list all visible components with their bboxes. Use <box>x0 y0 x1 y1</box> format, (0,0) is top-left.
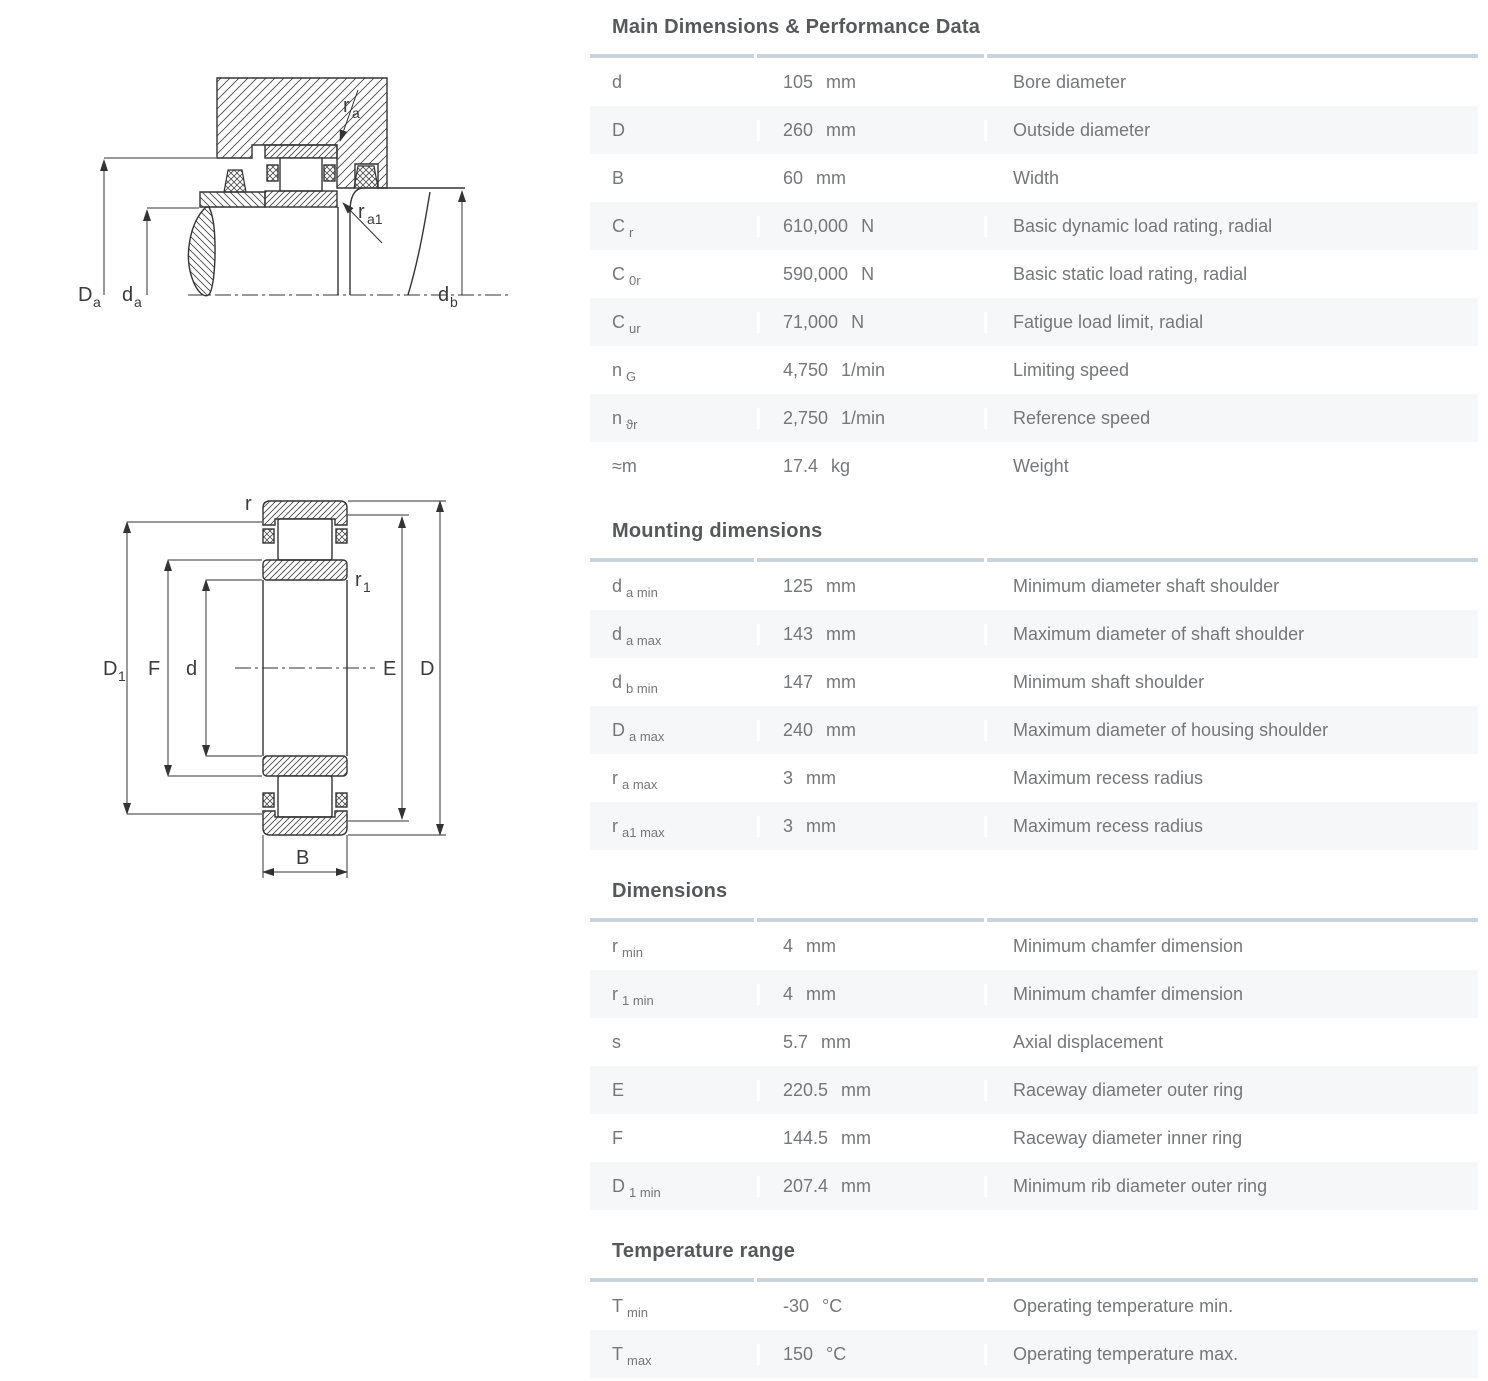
spec-symbol-main: D <box>612 719 625 740</box>
spec-symbol-main: E <box>612 1079 625 1100</box>
spec-description: Bore diameter <box>984 72 1478 93</box>
spec-value <box>757 768 984 789</box>
seal-right <box>354 166 378 188</box>
spec-symbol-main: B <box>612 167 625 188</box>
spec-section <box>590 878 1478 1210</box>
cage-top <box>336 529 347 543</box>
spec-symbol <box>590 815 757 840</box>
mounting-cross-section-drawing <box>60 50 520 315</box>
spec-symbol-subscript: a1 max <box>622 824 665 840</box>
label-F: F <box>148 658 161 680</box>
spec-description: Outside diameter <box>984 120 1478 141</box>
spec-value-number: -30 <box>783 1295 810 1316</box>
spec-value <box>757 576 984 597</box>
spec-value-unit: mm <box>806 935 837 956</box>
spec-symbol-main: C <box>612 311 625 332</box>
spec-value-number: 105 <box>783 71 814 92</box>
spec-value-number: 4 <box>783 935 794 956</box>
spec-row <box>590 922 1478 970</box>
inner-ring-top <box>263 560 347 580</box>
spec-value-number: 207.4 <box>783 1175 829 1196</box>
spec-value-number: 60 <box>783 167 804 188</box>
section-title: Main Dimensions & Performance Data <box>612 16 981 38</box>
spec-value-number: 2,750 <box>783 407 829 428</box>
spec-value-number: 3 <box>783 767 794 788</box>
spec-value-unit: N <box>861 263 875 284</box>
spec-value-unit: N <box>851 311 865 332</box>
spec-row <box>590 250 1478 298</box>
spec-symbol <box>590 456 757 477</box>
spec-symbol-main: D <box>612 1175 625 1196</box>
spec-value-unit: kg <box>831 455 851 476</box>
spec-value-number: 144.5 <box>783 1127 829 1148</box>
spec-symbol-main: d <box>612 623 623 644</box>
spec-row <box>590 802 1478 850</box>
label-db: d <box>438 284 450 306</box>
spec-symbol-subscript: 1 min <box>622 992 654 1008</box>
spec-row <box>590 1162 1478 1210</box>
spec-row <box>590 1018 1478 1066</box>
spec-value-unit: mm <box>821 1031 852 1052</box>
svg-text:1: 1 <box>118 668 126 684</box>
spec-value-unit: mm <box>826 575 857 596</box>
section-title: Temperature range <box>612 1240 796 1262</box>
bearing-cross-section-drawing <box>75 480 495 895</box>
roller-top <box>278 519 332 560</box>
spec-symbol <box>590 168 757 189</box>
spec-tables <box>590 0 1478 1378</box>
spec-description: Minimum rib diameter outer ring <box>984 1176 1478 1197</box>
spec-symbol-main: T <box>612 1343 623 1364</box>
spec-value-unit: mm <box>806 767 837 788</box>
spec-value-number: 610,000 <box>783 215 849 236</box>
label-D: D <box>420 658 435 680</box>
svg-text:a: a <box>93 294 101 310</box>
spec-value <box>757 1296 984 1317</box>
spec-symbol-main: n <box>612 359 623 380</box>
spec-description: Basic static load rating, radial <box>984 264 1478 285</box>
spec-symbol-subscript: a min <box>626 584 658 600</box>
spec-value <box>757 120 984 141</box>
spec-value <box>757 456 984 477</box>
section-title: Mounting dimensions <box>612 520 823 542</box>
spec-description: Width <box>984 168 1478 189</box>
label-r: r <box>245 493 252 515</box>
spec-description: Basic dynamic load rating, radial <box>984 216 1478 237</box>
spec-symbol-subscript: ur <box>629 320 641 336</box>
spec-description: Fatigue load limit, radial <box>984 312 1478 333</box>
spec-row <box>590 346 1478 394</box>
spec-value <box>757 1344 984 1365</box>
spec-description: Minimum chamfer dimension <box>984 936 1478 957</box>
spec-symbol-subscript: a max <box>622 776 658 792</box>
spec-value <box>757 936 984 957</box>
spec-symbol <box>590 935 757 960</box>
spec-symbol-subscript: b min <box>626 680 658 696</box>
spec-symbol-subscript: min <box>627 1304 648 1320</box>
spec-value <box>757 168 984 189</box>
spec-value-number: 4 <box>783 983 794 1004</box>
spec-symbol-main: n <box>612 407 623 428</box>
svg-text:1: 1 <box>363 579 371 595</box>
spec-value <box>757 1032 984 1053</box>
spec-row <box>590 1066 1478 1114</box>
spec-value <box>757 408 984 429</box>
spec-symbol-main: r <box>612 983 618 1004</box>
label-da: d <box>122 284 134 306</box>
label-E: E <box>383 658 397 680</box>
spec-symbol-main: s <box>612 1031 621 1052</box>
spec-symbol <box>590 1080 757 1101</box>
spec-symbol-subscript: 0r <box>629 272 641 288</box>
label-d: d <box>186 658 198 680</box>
spec-description: Maximum diameter of housing shoulder <box>984 720 1478 741</box>
spec-symbol-subscript: a max <box>626 632 662 648</box>
spec-symbol-main: C <box>612 263 625 284</box>
cage-section <box>267 165 278 181</box>
spec-symbol <box>590 1032 757 1053</box>
spec-row <box>590 562 1478 610</box>
outer-ring-section <box>265 145 337 158</box>
spec-value <box>757 720 984 741</box>
spec-row <box>590 154 1478 202</box>
spec-symbol-main: r <box>612 815 618 836</box>
spec-symbol <box>590 311 757 336</box>
spec-symbol-main: d <box>612 575 623 596</box>
spec-symbol <box>590 120 757 141</box>
spec-value-unit: mm <box>841 1079 872 1100</box>
spec-symbol <box>590 767 757 792</box>
bearing-section <box>265 145 337 207</box>
cage-top <box>263 529 274 543</box>
spec-symbol <box>590 1128 757 1149</box>
spec-symbol-main: T <box>612 1295 623 1316</box>
spec-section <box>590 518 1478 850</box>
spec-symbol-main: d <box>612 671 623 692</box>
spec-value <box>757 72 984 93</box>
cage-bottom <box>263 793 274 807</box>
spec-section <box>590 14 1478 490</box>
spec-symbol-subscript: ϑr <box>626 416 638 432</box>
spec-description: Minimum shaft shoulder <box>984 672 1478 693</box>
svg-text:b: b <box>450 294 458 310</box>
spec-row <box>590 394 1478 442</box>
spec-value <box>757 816 984 837</box>
cage-bottom <box>336 793 347 807</box>
spec-value-unit: mm <box>806 815 837 836</box>
spec-value <box>757 312 984 333</box>
svg-text:a1: a1 <box>367 211 383 227</box>
spec-description: Minimum chamfer dimension <box>984 984 1478 1005</box>
spec-row <box>590 106 1478 154</box>
spec-description: Raceway diameter inner ring <box>984 1128 1478 1149</box>
spec-value-number: 590,000 <box>783 263 849 284</box>
spec-value-unit: mm <box>826 623 857 644</box>
spec-section <box>590 1238 1478 1378</box>
spec-symbol <box>590 215 757 240</box>
label-ra: r <box>343 95 350 117</box>
spec-value-number: 220.5 <box>783 1079 829 1100</box>
spec-value-unit: mm <box>826 671 857 692</box>
spec-symbol <box>590 719 757 744</box>
spec-row <box>590 658 1478 706</box>
inner-ring-section <box>265 191 337 207</box>
spec-symbol-main: D <box>612 119 625 140</box>
spec-value-unit: mm <box>816 167 847 188</box>
spec-value-number: 147 <box>783 671 814 692</box>
spec-description: Operating temperature min. <box>984 1296 1478 1317</box>
spec-symbol <box>590 671 757 696</box>
spec-value-unit: mm <box>841 1127 872 1148</box>
spec-symbol-main: F <box>612 1127 623 1148</box>
spec-symbol <box>590 72 757 93</box>
roller-bottom <box>278 776 332 817</box>
spec-value <box>757 216 984 237</box>
label-D1: D <box>103 658 118 680</box>
spec-value <box>757 1176 984 1197</box>
spec-symbol-subscript: G <box>626 368 637 384</box>
spec-symbol <box>590 1343 757 1368</box>
spec-value-number: 260 <box>783 119 814 140</box>
svg-text:a: a <box>134 294 142 310</box>
spec-value <box>757 264 984 285</box>
spec-symbol <box>590 575 757 600</box>
spec-description: Weight <box>984 456 1478 477</box>
spec-row <box>590 1114 1478 1162</box>
spec-value-number: 143 <box>783 623 814 644</box>
label-Da: D <box>78 284 93 306</box>
spec-row <box>590 298 1478 346</box>
spec-row <box>590 1282 1478 1330</box>
label-ra1: r <box>358 201 365 223</box>
spec-row <box>590 1330 1478 1378</box>
spec-value-number: 17.4 <box>783 455 819 476</box>
label-B: B <box>296 847 310 869</box>
spec-symbol-subscript: r <box>629 224 634 240</box>
spec-symbol <box>590 623 757 648</box>
spec-value-number: 125 <box>783 575 814 596</box>
spec-value <box>757 360 984 381</box>
spec-symbol <box>590 359 757 384</box>
spec-symbol-main: r <box>612 767 618 788</box>
spec-description: Maximum recess radius <box>984 768 1478 789</box>
seal-left <box>224 170 246 192</box>
spec-value <box>757 624 984 645</box>
spec-description: Maximum recess radius <box>984 816 1478 837</box>
spec-row <box>590 970 1478 1018</box>
spec-value <box>757 1128 984 1149</box>
inner-ring-bottom <box>263 756 347 776</box>
spec-symbol-main: C <box>612 215 625 236</box>
spec-description: Raceway diameter outer ring <box>984 1080 1478 1101</box>
cage-section <box>324 165 335 181</box>
spec-value-unit: 1/min <box>841 359 886 380</box>
spec-symbol <box>590 1175 757 1200</box>
spec-value-number: 71,000 <box>783 311 839 332</box>
spec-symbol-main: d <box>612 71 623 92</box>
spec-row <box>590 202 1478 250</box>
spec-symbol-main: r <box>612 935 618 956</box>
svg-text:a: a <box>352 105 360 121</box>
spec-description: Minimum diameter shaft shoulder <box>984 576 1478 597</box>
spec-description: Maximum diameter of shaft shoulder <box>984 624 1478 645</box>
spec-symbol-subscript: min <box>622 944 643 960</box>
spec-row <box>590 442 1478 490</box>
spec-value <box>757 672 984 693</box>
spec-symbol <box>590 983 757 1008</box>
spec-value-number: 5.7 <box>783 1031 809 1052</box>
spec-symbol-subscript: 1 min <box>629 1184 661 1200</box>
spec-symbol <box>590 263 757 288</box>
roller-section <box>280 158 322 191</box>
spec-symbol <box>590 1295 757 1320</box>
label-r1: r <box>355 569 362 591</box>
spec-value-number: 150 <box>783 1343 814 1364</box>
spec-value <box>757 1080 984 1101</box>
spec-value-unit: mm <box>826 719 857 740</box>
spec-description: Reference speed <box>984 408 1478 429</box>
spec-symbol-subscript: a max <box>629 728 665 744</box>
spec-value-unit: mm <box>806 983 837 1004</box>
spec-value-unit: 1/min <box>841 407 886 428</box>
spec-row <box>590 610 1478 658</box>
spec-value-unit: mm <box>841 1175 872 1196</box>
spec-value-unit: mm <box>826 71 857 92</box>
spec-value-number: 4,750 <box>783 359 829 380</box>
spec-value-unit: °C <box>826 1343 847 1364</box>
spec-value-number: 3 <box>783 815 794 836</box>
spec-value-unit: mm <box>826 119 857 140</box>
spec-description: Axial displacement <box>984 1032 1478 1053</box>
spec-row <box>590 754 1478 802</box>
spec-value-unit: N <box>861 215 875 236</box>
spec-value-unit: °C <box>822 1295 843 1316</box>
spec-symbol-subscript: max <box>627 1352 652 1368</box>
spec-description: Limiting speed <box>984 360 1478 381</box>
spec-description: Operating temperature max. <box>984 1344 1478 1365</box>
spec-symbol-main: ≈m <box>612 455 637 476</box>
spec-value-number: 240 <box>783 719 814 740</box>
section-title: Dimensions <box>612 880 728 902</box>
spec-value <box>757 984 984 1005</box>
spec-row <box>590 706 1478 754</box>
spec-row <box>590 58 1478 106</box>
spec-symbol <box>590 407 757 432</box>
